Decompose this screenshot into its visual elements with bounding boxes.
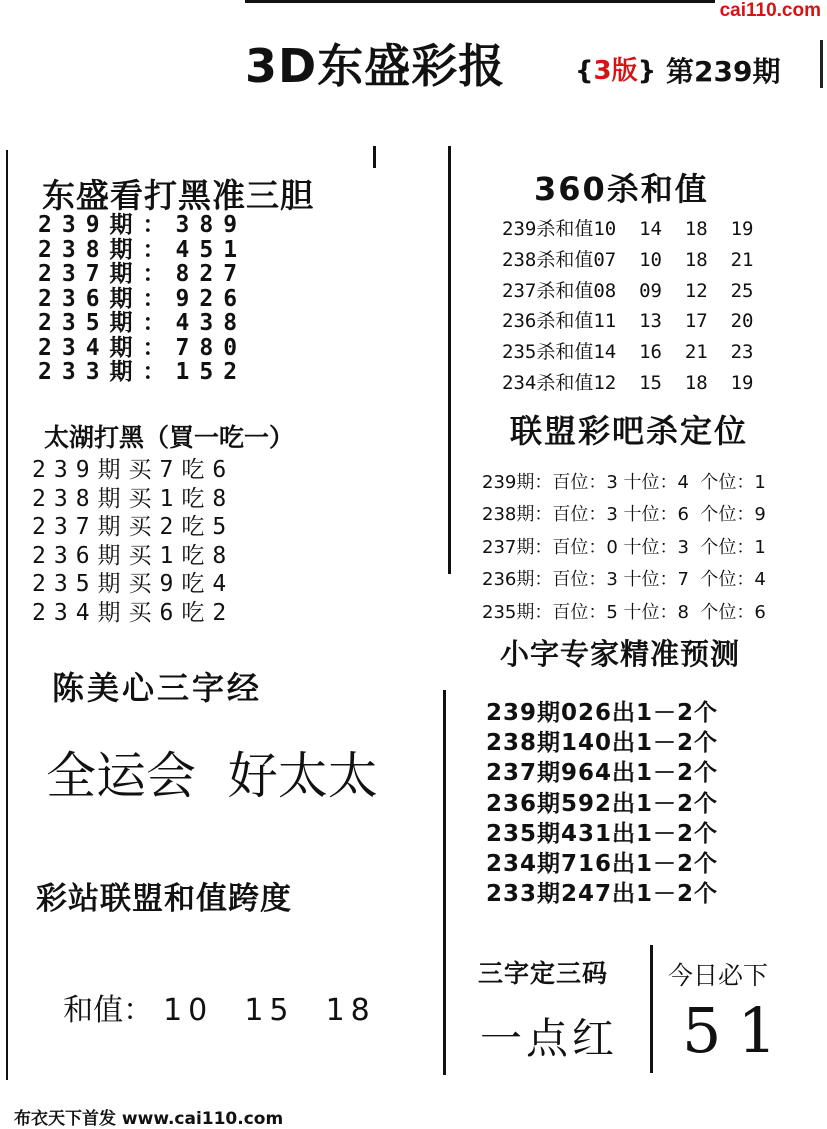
edition-brace-open: { xyxy=(575,56,594,86)
xiaozi-row: 238期140出1－2个 xyxy=(486,730,719,757)
page-title: 3D东盛彩报 xyxy=(245,39,506,93)
left-border xyxy=(6,150,8,1080)
s360-row: 236杀和值11 13 17 20 xyxy=(502,310,754,333)
dongsheng-row: 237期：827 xyxy=(38,261,248,287)
dongsheng-row: 236期：926 xyxy=(38,285,248,312)
dongsheng-row: 238期：451 xyxy=(38,236,248,263)
dongsheng-row: 239期：389 xyxy=(38,212,248,238)
xiaozi-row: 233期247出1－2个 xyxy=(486,881,719,908)
lianmeng-row: 235期：百位：5 十位：8 个位：6 xyxy=(482,601,766,623)
footer-credit: 布衣天下首发 www.cai110.com xyxy=(14,1109,284,1129)
taihu-title: 太湖打黑（買一吃一） xyxy=(44,423,295,452)
left-panel-tick xyxy=(373,146,376,168)
taihu-row: 234期买6吃2 xyxy=(32,599,235,626)
xiaozi-list xyxy=(486,698,718,909)
center-divider-lower xyxy=(443,690,446,1075)
taihu-row: 237期买2吃5 xyxy=(32,514,235,541)
dongsheng-title: 东盛看打黑准三胆 xyxy=(42,176,314,215)
top-rule xyxy=(245,0,715,3)
lianmeng-list xyxy=(482,467,766,629)
edition-label xyxy=(575,50,656,87)
taihu-row: 239期买7吃6 xyxy=(32,457,235,483)
taihu-row: 235期买9吃4 xyxy=(32,571,235,598)
s360-row: 239杀和值10 14 18 19 xyxy=(502,218,754,240)
xiaozi-row: 239期026出1－2个 xyxy=(486,700,719,726)
xiaozi-row: 237期964出1－2个 xyxy=(486,760,719,787)
bottom-box-divider xyxy=(650,945,653,1073)
lianmeng-row: 236期：百位：3 十位：7 个位：4 xyxy=(482,569,766,591)
jinri-text: 51 xyxy=(682,994,793,1067)
header-right-border xyxy=(820,40,823,88)
caizhan-label: 和值： xyxy=(63,993,154,1028)
s360-row: 238杀和值07 10 18 21 xyxy=(502,248,754,271)
taihu-row: 236期买1吃8 xyxy=(32,542,235,569)
lianmeng-row: 237期：百位：0 十位：3 个位：1 xyxy=(482,536,766,558)
dongsheng-row: 234期：780 xyxy=(38,334,248,361)
s360-list xyxy=(502,214,753,399)
dongsheng-row: 235期：438 xyxy=(38,310,248,336)
caizhan-row xyxy=(44,950,376,1029)
caizhan-values: 10 15 18 xyxy=(163,993,376,1028)
s360-row: 235杀和值14 16 21 23 xyxy=(502,341,754,364)
center-divider xyxy=(448,146,451,574)
xiaozi-row: 235期431出1－2个 xyxy=(486,820,719,847)
s360-row: 237杀和值08 09 12 25 xyxy=(502,279,754,302)
xiaozi-row: 236期592出1－2个 xyxy=(486,790,719,817)
dongsheng-list xyxy=(38,213,247,385)
dongsheng-row: 233期：152 xyxy=(38,359,248,385)
sanzi-text: 一点红 xyxy=(480,1014,619,1063)
lianmeng-row: 238期：百位：3 十位：6 个位：9 xyxy=(482,504,766,526)
edition-value: 3版 xyxy=(593,56,638,86)
jinri-title: 今日必下 xyxy=(668,961,769,990)
issue-number: 第239期 xyxy=(666,55,781,88)
xiaozi-title: 小字专家精准预测 xyxy=(500,637,741,671)
edition-brace-close: } xyxy=(637,56,657,86)
chenmeixin-title: 陈美心三字经 xyxy=(52,669,263,707)
chenmeixin-text: 全运会 好太太 xyxy=(46,747,378,805)
taihu-row: 238期买1吃8 xyxy=(32,485,235,512)
xiaozi-row: 234期716出1－2个 xyxy=(486,851,719,878)
taihu-list xyxy=(32,456,234,628)
sanzi-title: 三字定三码 xyxy=(478,959,609,988)
caizhan-title: 彩站联盟和值跨度 xyxy=(36,881,292,917)
s360-title: 360杀和值 xyxy=(534,170,709,208)
site-badge: cai110.com xyxy=(719,0,821,21)
s360-row: 234杀和值12 15 18 19 xyxy=(502,371,754,394)
lianmeng-row: 239期：百位：3 十位：4 个位：1 xyxy=(482,472,766,493)
lianmeng-title: 联盟彩吧杀定位 xyxy=(510,412,749,450)
